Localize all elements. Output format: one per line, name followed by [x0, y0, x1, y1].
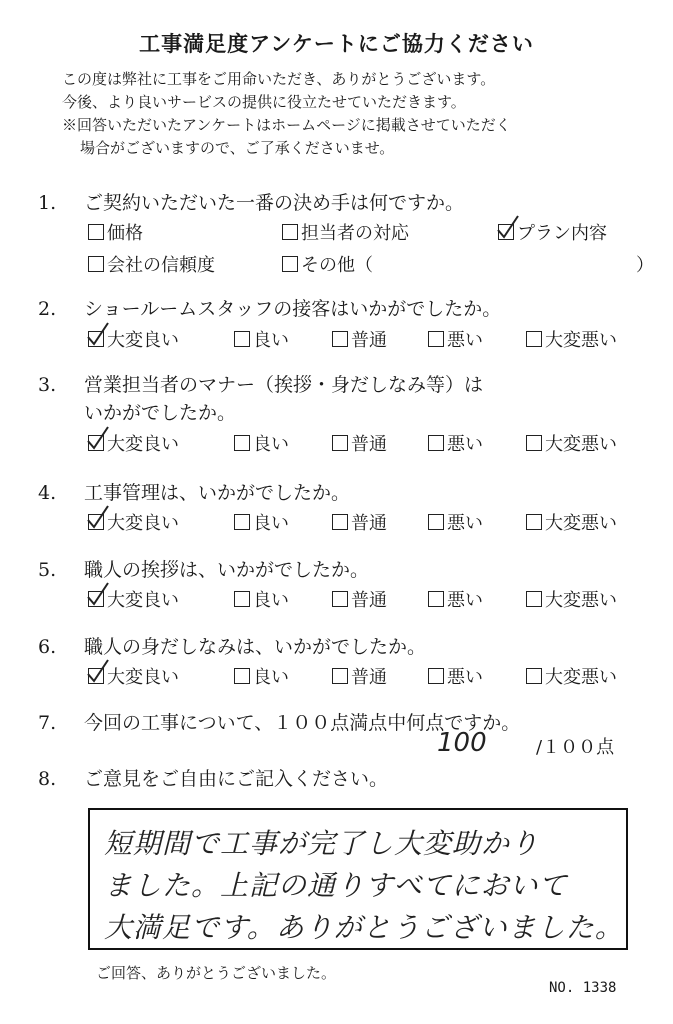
- option-label: 普通: [351, 330, 387, 351]
- option[interactable]: [88, 219, 143, 245]
- option[interactable]: [282, 219, 409, 245]
- intro-text: [62, 68, 511, 160]
- option-label: 良い: [253, 667, 289, 688]
- checkmark-icon: [87, 427, 109, 451]
- question-text: 職人の身だしなみは、いかがでしたか。: [84, 636, 427, 658]
- option[interactable]: [88, 251, 215, 277]
- checkbox[interactable]: [526, 435, 542, 451]
- question-1: [38, 188, 464, 215]
- comment-line: 短期間で工事が完了し大変助かり: [104, 827, 540, 860]
- option-label: 良い: [253, 590, 289, 611]
- option[interactable]: [498, 219, 607, 245]
- checkbox-checked[interactable]: [88, 668, 104, 684]
- option-label: 普通: [351, 513, 387, 534]
- option-label: プラン内容: [517, 223, 607, 244]
- checkbox[interactable]: [428, 668, 444, 684]
- question-2: [38, 294, 501, 321]
- form-title: 工事満足度アンケートにご協力ください: [139, 31, 534, 56]
- option[interactable]: [526, 430, 617, 456]
- question-number: 5.: [38, 559, 57, 581]
- question-text: ショールームスタッフの接客はいかがでしたか。: [84, 298, 502, 320]
- checkbox-checked[interactable]: [88, 591, 104, 607]
- checkmark-icon: [87, 660, 109, 684]
- question-8: [38, 764, 388, 791]
- option-label: 良い: [253, 330, 289, 351]
- question-5: [38, 555, 369, 582]
- intro-line: 場合がございますので、ご了承くださいませ。: [80, 139, 395, 157]
- option-label: 悪い: [447, 590, 483, 611]
- checkbox[interactable]: [234, 514, 250, 530]
- question-6: [38, 632, 426, 659]
- checkbox[interactable]: [282, 256, 298, 272]
- checkbox[interactable]: [526, 514, 542, 530]
- option[interactable]: [234, 326, 289, 352]
- option[interactable]: [428, 509, 483, 535]
- option-label: 大変良い: [107, 590, 179, 611]
- checkmark-icon: [87, 506, 109, 530]
- option-label: 悪い: [447, 513, 483, 534]
- question-number: 2.: [38, 298, 57, 320]
- option-label: 大変悪い: [545, 590, 617, 611]
- score-total-label: /１００点: [536, 737, 615, 758]
- option[interactable]: [88, 663, 179, 689]
- option[interactable]: [332, 430, 387, 456]
- question-number: 4.: [38, 482, 57, 504]
- checkbox[interactable]: [88, 224, 104, 240]
- comment-line: ました。上記の通りすべてにおいて: [104, 869, 568, 902]
- checkbox[interactable]: [526, 331, 542, 347]
- option[interactable]: [332, 326, 387, 352]
- option-label: 良い: [253, 434, 289, 455]
- option-label: 普通: [351, 667, 387, 688]
- checkbox[interactable]: [332, 668, 348, 684]
- checkbox-checked[interactable]: [498, 224, 514, 240]
- checkbox[interactable]: [526, 591, 542, 607]
- checkbox[interactable]: [332, 514, 348, 530]
- option-label: 大変良い: [107, 330, 179, 351]
- option-label: 大変悪い: [545, 330, 617, 351]
- question-number: 6.: [38, 636, 57, 658]
- option-label: 大変良い: [107, 434, 179, 455]
- checkmark-icon: [87, 583, 109, 607]
- question-text: 今回の工事について、１００点満点中何点ですか。: [84, 712, 521, 734]
- checkbox[interactable]: [234, 591, 250, 607]
- option-label: 価格: [107, 223, 143, 244]
- option[interactable]: [234, 430, 289, 456]
- intro-line: この度は弊社に工事をご用命いただき、ありがとうございます。: [62, 70, 496, 88]
- checkbox[interactable]: [332, 435, 348, 451]
- option[interactable]: [526, 663, 617, 689]
- comment-line: 大満足です。ありがとうございました。: [104, 911, 624, 944]
- option-label: 大変良い: [107, 513, 179, 534]
- checkbox-checked[interactable]: [88, 331, 104, 347]
- option[interactable]: [428, 663, 483, 689]
- checkbox[interactable]: [332, 331, 348, 347]
- footer-thanks: ご回答、ありがとうございました。: [96, 964, 337, 982]
- option[interactable]: [88, 326, 179, 352]
- option-close-paren: ）: [636, 255, 654, 276]
- option[interactable]: [88, 586, 179, 612]
- option[interactable]: [332, 586, 387, 612]
- question-text: ご契約いただいた一番の決め手は何ですか。: [84, 192, 465, 214]
- checkbox[interactable]: [282, 224, 298, 240]
- checkbox-checked[interactable]: [88, 435, 104, 451]
- serial-number: NO. 1338: [549, 980, 617, 996]
- option-label: 普通: [351, 434, 387, 455]
- checkbox[interactable]: [332, 591, 348, 607]
- option[interactable]: [428, 586, 483, 612]
- option[interactable]: [428, 326, 483, 352]
- comment-box[interactable]: [88, 808, 628, 950]
- option[interactable]: [526, 326, 617, 352]
- option[interactable]: [234, 586, 289, 612]
- score-handwritten[interactable]: 100: [437, 728, 487, 758]
- option-label: 悪い: [447, 434, 483, 455]
- option[interactable]: [234, 509, 289, 535]
- question-3: [38, 370, 483, 397]
- checkbox[interactable]: [88, 256, 104, 272]
- checkbox[interactable]: [428, 591, 444, 607]
- option[interactable]: [526, 509, 617, 535]
- question-3-text-line2: いかがでしたか。: [84, 402, 237, 424]
- question-number: 3.: [38, 374, 57, 396]
- option-label: 悪い: [447, 330, 483, 351]
- question-text: ご意見をご自由にご記入ください。: [84, 768, 389, 790]
- option-label: 普通: [351, 590, 387, 611]
- checkmark-icon: [497, 216, 519, 240]
- option-label: 良い: [253, 513, 289, 534]
- checkbox[interactable]: [234, 435, 250, 451]
- question-text: 職人の挨拶は、いかがでしたか。: [84, 559, 370, 581]
- question-4: [38, 478, 350, 505]
- option[interactable]: [526, 586, 617, 612]
- checkbox[interactable]: [428, 435, 444, 451]
- intro-line: 今後、より良いサービスの提供に役立たせていただきます。: [62, 93, 466, 111]
- question-number: 7.: [38, 712, 57, 734]
- question-text: 営業担当者のマナー（挨拶・身だしなみ等）は: [84, 374, 484, 396]
- option-label: 大変悪い: [545, 667, 617, 688]
- checkbox[interactable]: [428, 514, 444, 530]
- option-label: 大変悪い: [545, 434, 617, 455]
- question-text: 工事管理は、いかがでしたか。: [84, 482, 351, 504]
- option-label: 会社の信頼度: [107, 255, 215, 276]
- checkmark-icon: [87, 323, 109, 347]
- question-number: 8.: [38, 768, 57, 790]
- checkbox[interactable]: [428, 331, 444, 347]
- option[interactable]: [332, 663, 387, 689]
- option[interactable]: [88, 509, 179, 535]
- intro-line: ※回答いただいたアンケートはホームページに掲載させていただく: [62, 116, 511, 134]
- checkbox[interactable]: [234, 331, 250, 347]
- checkbox[interactable]: [234, 668, 250, 684]
- checkbox[interactable]: [526, 668, 542, 684]
- option[interactable]: [234, 663, 289, 689]
- option-label: 悪い: [447, 667, 483, 688]
- question-number: 1.: [38, 192, 57, 214]
- option[interactable]: [88, 430, 179, 456]
- checkbox-checked[interactable]: [88, 514, 104, 530]
- option[interactable]: [282, 251, 373, 277]
- option[interactable]: [428, 430, 483, 456]
- option[interactable]: [332, 509, 387, 535]
- option-label: 大変悪い: [545, 513, 617, 534]
- option-label: その他（: [301, 255, 373, 276]
- option-label: 担当者の対応: [301, 223, 409, 244]
- option-label: 大変良い: [107, 667, 179, 688]
